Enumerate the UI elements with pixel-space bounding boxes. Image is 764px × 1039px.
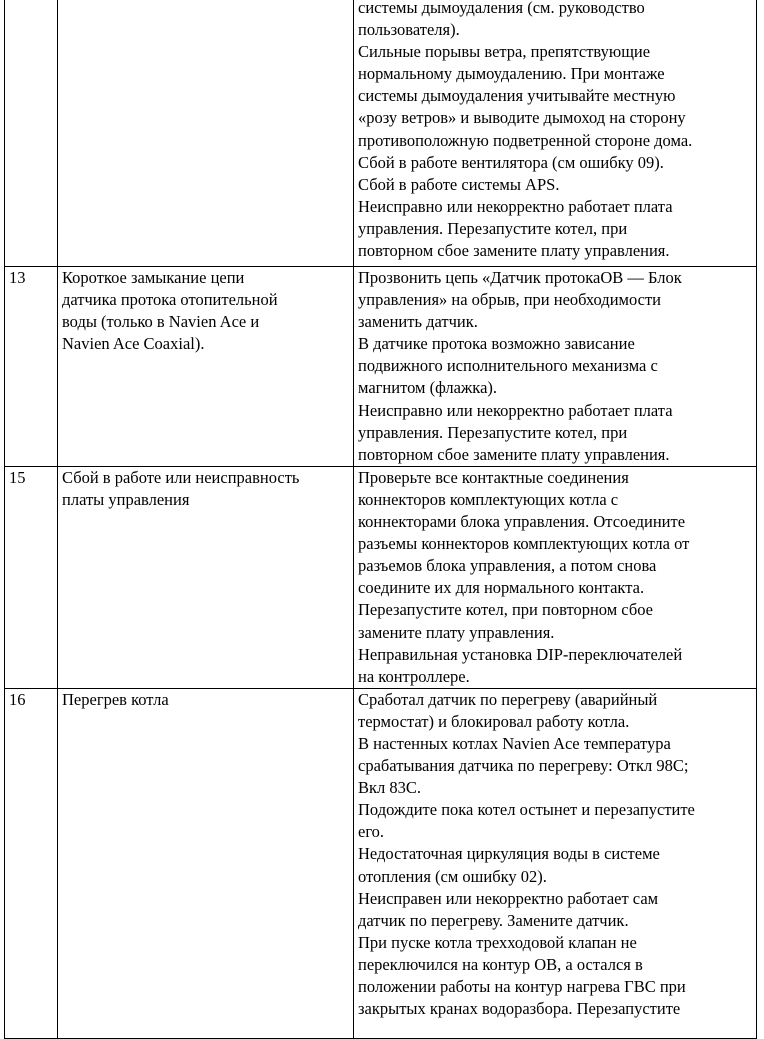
solution-line: повторном сбое замените плату управления. [358,444,670,464]
solution-line: переключился на контур ОВ, а остался в [358,954,643,974]
error-codes-table [4,0,757,1039]
solution-line: системы дымоудаления (см. руководство [358,0,645,17]
solution-paragraph [358,888,752,932]
solution-paragraph [358,196,752,262]
solution-line: Прозвонить цепь «Датчик протокаОВ — Блок [358,268,682,287]
table-row [5,466,757,688]
solution-line: противоположную подветренной стороне дома. [358,130,693,150]
solution-line: Проверьте все контактные соединения [358,467,629,487]
solution-paragraph [358,0,752,41]
solution-line: термостат) и блокировал работу котла. [358,711,630,731]
solution-line: его. [358,822,385,842]
error-solution-cell [354,267,757,467]
solution-line: управления» на обрыв, при необходимости [358,290,662,310]
solution-line: пользователя). [358,20,460,40]
error-code: 15 [9,467,26,487]
solution-line: В настенных котлах Navien Ace температура [358,733,671,753]
solution-line: на контроллере. [358,666,470,686]
error-description-line: платы управления [62,489,190,509]
error-description-cell [58,466,354,688]
solution-paragraph [358,644,752,688]
solution-line: датчик по перегреву. Замените датчик. [358,910,629,930]
solution-line: В датчике протока возможно зависание [358,334,635,354]
solution-line: повторном сбое замените плату управления. [358,241,670,261]
solution-paragraph [358,843,752,887]
error-solution-cell [354,688,757,1038]
error-description-line: Перегрев котла [62,689,169,709]
solution-line: заменить датчик. [358,312,478,332]
solution-paragraph [358,400,752,466]
solution-line: Сбой в работе вентилятора (см ошибку 09). [358,152,664,172]
solution-line: Вкл 83С. [358,778,422,798]
table-row [5,267,757,467]
error-description-line: Короткое замыкание цепи [62,268,245,287]
error-description-line: Navien Ace Coaxial). [62,334,205,354]
error-description-line: Сбой в работе или неисправность [62,467,300,487]
error-solution-cell [354,0,757,267]
solution-line: положении работы на контур нагрева ГВС при [358,977,686,996]
error-description-cell [58,267,354,467]
error-codes-table-body [5,0,757,1038]
solution-paragraph [358,689,752,733]
solution-paragraph [358,41,752,151]
solution-line: замените плату управления. [358,622,555,642]
solution-line: магнитом (флажка). [358,378,498,398]
error-description-cell [58,0,354,267]
solution-line: Перезапустите котел, при повторном сбое [358,600,653,620]
solution-paragraph [358,799,752,843]
solution-paragraph [358,467,752,600]
solution-line: Неисправен или некорректно работает сам [358,888,659,908]
solution-line: разъемы коннекторов комплектующих котла от [358,534,690,554]
solution-line: коннекторов комплектующих котла с [358,489,619,509]
solution-line: Недостаточная циркуляция воды в системе [358,844,660,864]
solution-line: Подождите пока котел остынет и перезапустите [358,800,695,820]
solution-paragraph [358,932,752,1020]
solution-paragraph [358,599,752,643]
solution-line: коннекторами блока управления. Отсоедините [358,512,686,532]
error-code-cell [5,0,58,267]
solution-line: отопления (см ошибку 02). [358,866,547,886]
solution-line: При пуске котла трехходовой клапан не [358,932,637,952]
solution-line: управления. Перезапустите котел, при [358,422,628,442]
error-code-cell [5,688,58,1038]
table-row [5,0,757,267]
solution-line: Неисправно или некорректно работает плата [358,196,673,216]
solution-line: Сработал датчик по перегреву (аварийный [358,689,658,709]
solution-line: закрытых кранах водоразбора. Перезапустите [358,999,681,1019]
solution-paragraph [358,733,752,799]
error-code: 13 [9,268,26,287]
solution-line: управления. Перезапустите котел, при [358,218,628,238]
error-description-line: датчика протока отопительной [62,290,278,310]
solution-paragraph [358,174,752,196]
solution-paragraph [358,267,752,333]
solution-line: системы дымоудаления учитывайте местную [358,86,676,106]
solution-line: срабатывания датчика по перегреву: Откл 98С; [358,756,689,776]
solution-paragraph [358,333,752,399]
solution-line: Сильные порывы ветра, препятствующие [358,42,651,62]
solution-line: Неисправно или некорректно работает плата [358,400,673,420]
error-description-cell [58,688,354,1038]
solution-line: подвижного исполнительного механизма с [358,356,658,376]
solution-line: «розу ветров» и выводите дымоход на сторону [358,108,686,128]
error-code-cell [5,267,58,467]
error-code-cell [5,466,58,688]
solution-paragraph [358,152,752,174]
error-code: 16 [9,689,26,709]
error-solution-cell [354,466,757,688]
solution-line: Сбой в работе системы APS. [358,174,560,194]
error-description-line: воды (только в Navien Ace и [62,312,260,332]
solution-line: Неправильная установка DIP-переключателей [358,644,683,664]
solution-line: разъемов блока управления, а потом снова [358,556,657,576]
solution-line: соедините их для нормального контакта. [358,578,645,598]
solution-line: нормальному дымоудалению. При монтаже [358,64,665,84]
table-row [5,688,757,1038]
